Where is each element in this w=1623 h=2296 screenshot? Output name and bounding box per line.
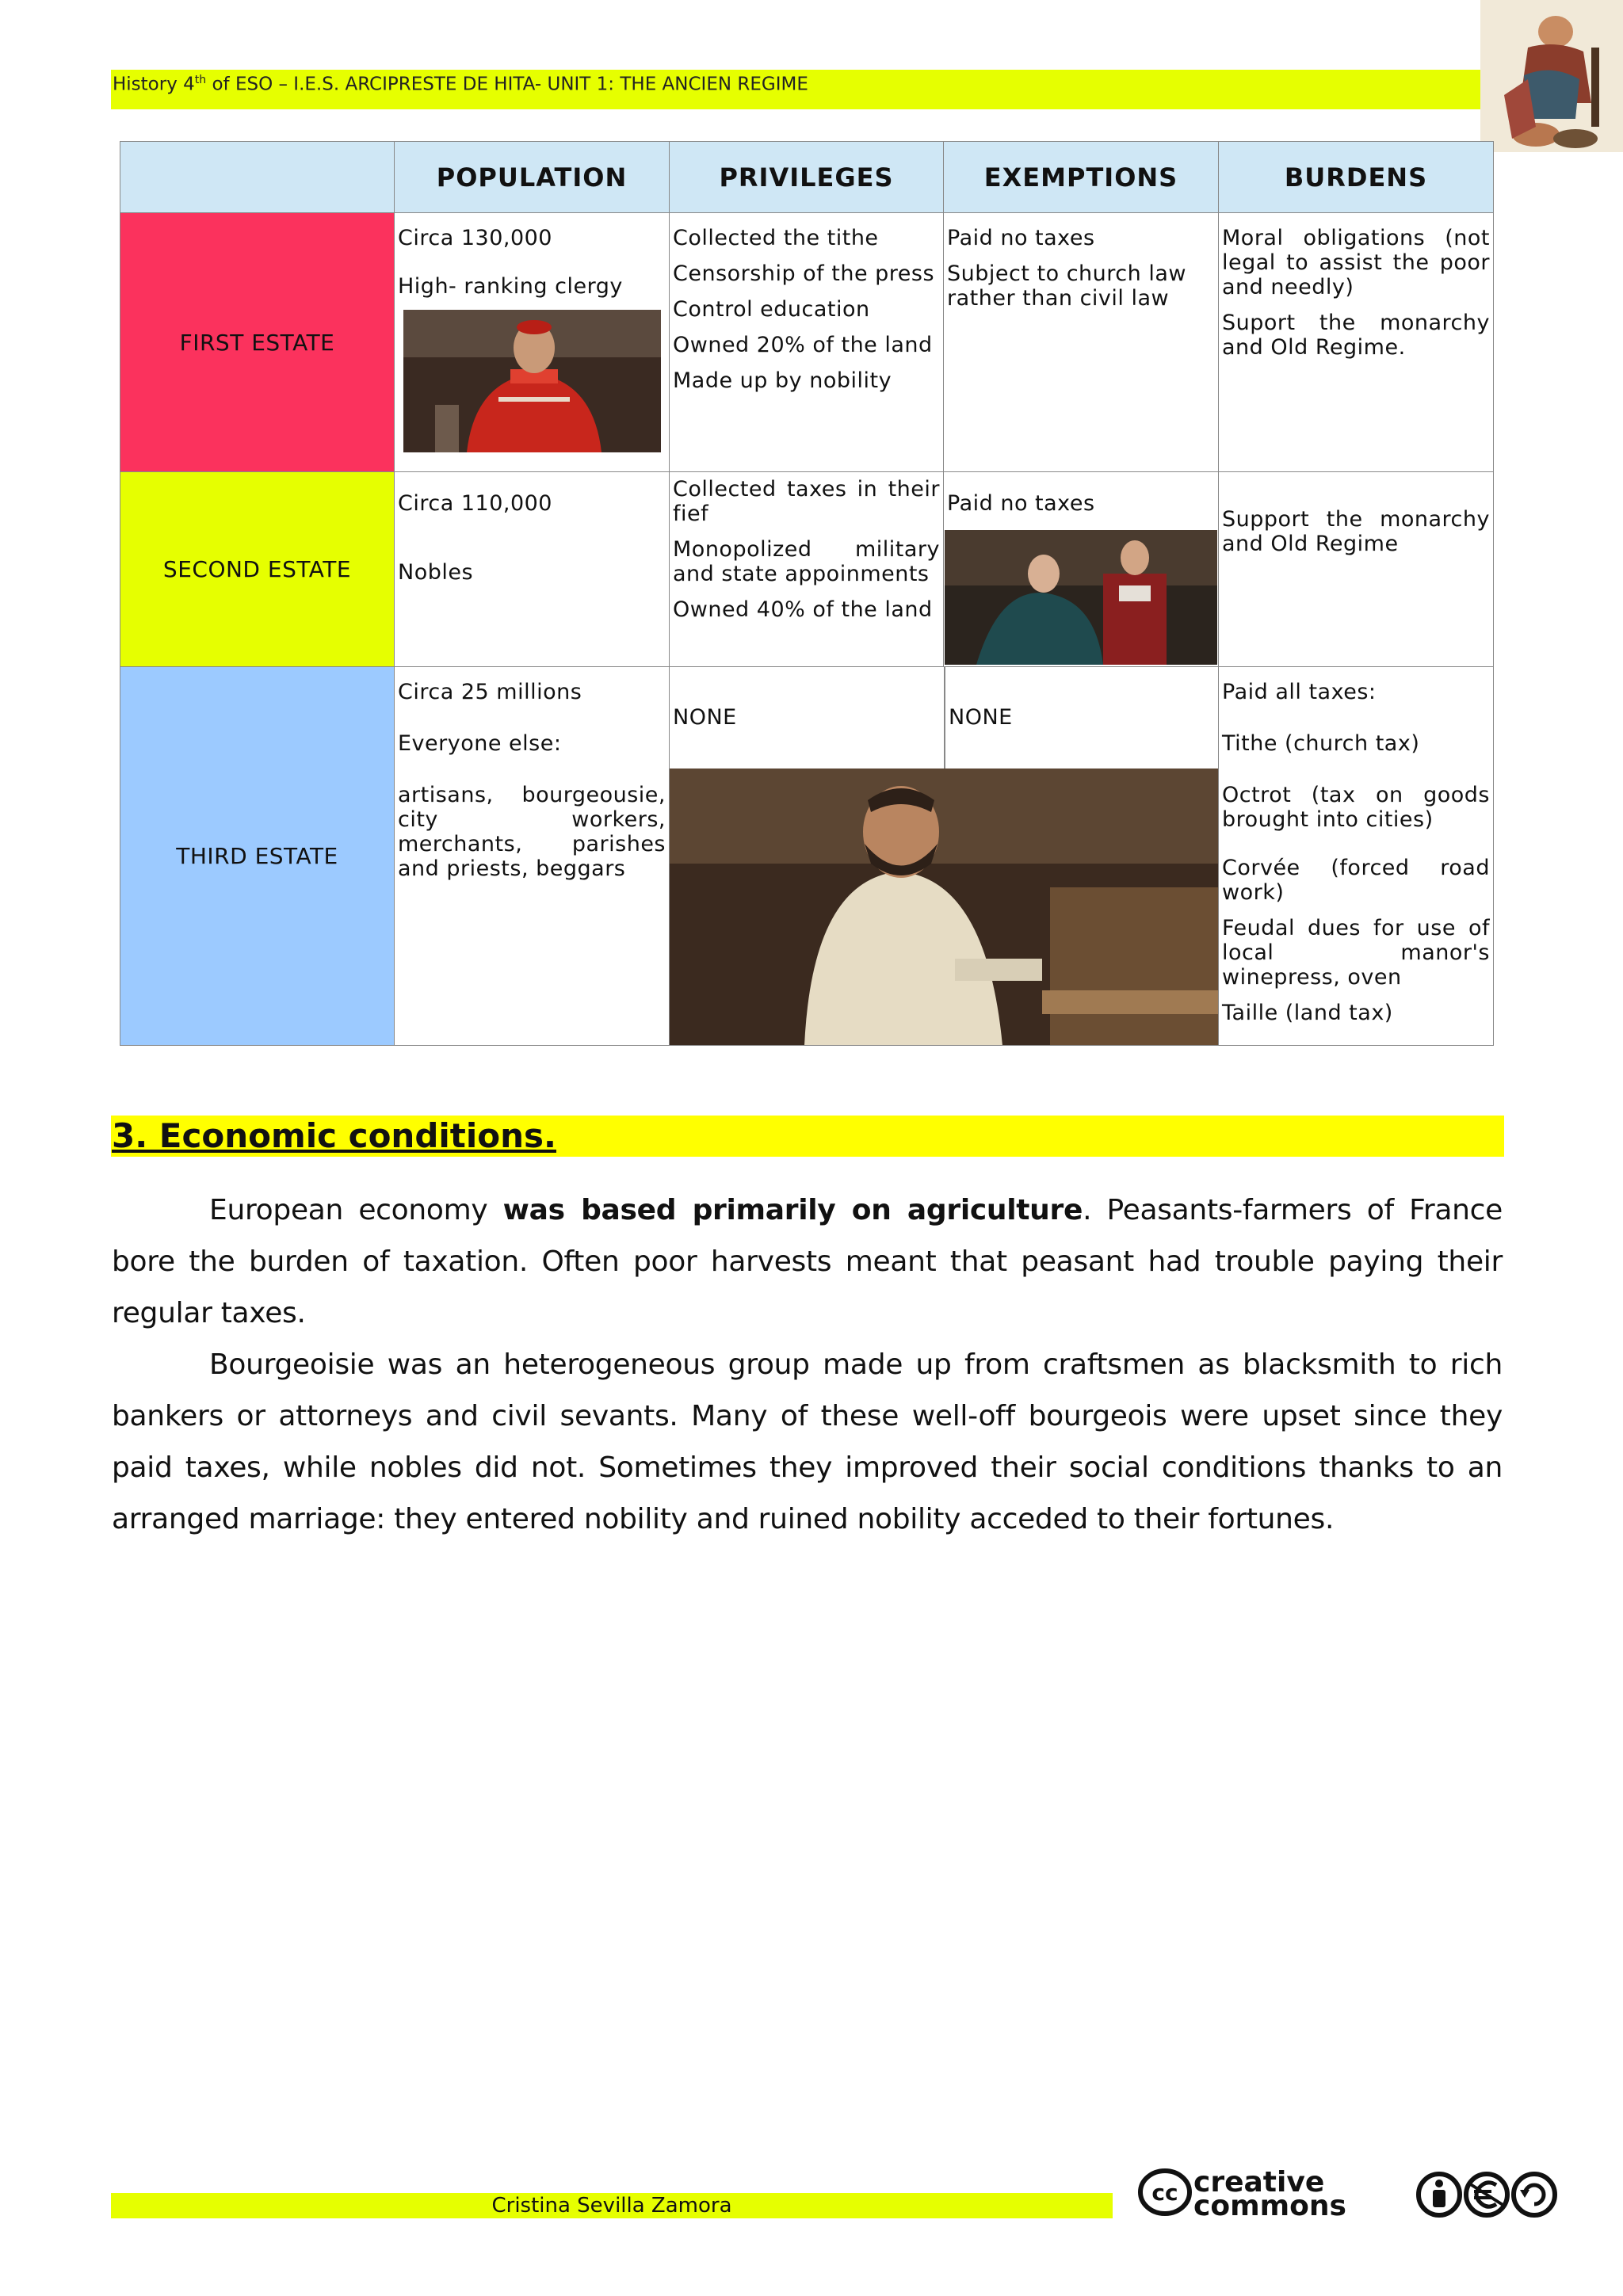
artisan-photo <box>670 769 1219 1046</box>
second-estate-label: SECOND ESTATE <box>120 472 395 667</box>
second-estate-population <box>395 472 670 667</box>
first-estate-exemptions <box>944 213 1219 472</box>
cell-text: Paid all taxes: <box>1222 680 1377 704</box>
second-estate-exemptions <box>944 472 1219 667</box>
third-estate-population <box>395 667 670 1046</box>
cell-text: Control education <box>673 297 870 322</box>
section-body <box>112 1184 1503 1545</box>
paragraph-2: Bourgeoisie was an heterogeneous group made up from craftsmen as blacksmith to rich bankers or attorneys and civil sevants. Many of these well-off bourgeois were upset since they paid taxes, while nobles did not. Sometimes they improved their social conditions thanks to an arranged marriage: they entered nobility and ruined nobility acceded to their fortunes. <box>112 1348 1503 1535</box>
third-estate-burdens <box>1219 667 1494 1046</box>
cell-text: Paid no taxes <box>947 491 1095 516</box>
table-corner-cell <box>120 142 395 213</box>
cell-text: Corvée (forced road work) <box>1222 856 1490 905</box>
table-row <box>120 213 1494 472</box>
creative-commons-logo <box>1138 2166 1582 2218</box>
first-estate-burdens <box>1219 213 1494 472</box>
cell-text: Octrot (tax on goods brought into cities) <box>1222 783 1490 832</box>
table-row <box>120 667 1494 1046</box>
cell-text: Support the monarchy and Old Regime <box>1222 507 1490 556</box>
cc-icon <box>1140 2171 1190 2214</box>
estates-table <box>120 141 1494 1046</box>
cc-wordmark-line2: commons <box>1193 2190 1346 2218</box>
attribution-icon <box>1419 2174 1460 2215</box>
table-row <box>120 472 1494 667</box>
caricature-image <box>1480 0 1623 152</box>
first-estate-label: FIRST ESTATE <box>120 213 395 472</box>
second-estate-burdens <box>1219 472 1494 667</box>
footer-author: Cristina Sevilla Zamora <box>491 2194 732 2218</box>
emphasis-text: was based primarily on agriculture <box>502 1194 1083 1226</box>
cell-text: Subject to church law rather than civil law <box>947 261 1186 311</box>
cell-text: Made up by nobility <box>673 368 892 393</box>
cell-text: Owned 20% of the land <box>673 333 933 357</box>
cell-text: artisans, bourgeousie, city workers, merchants, parishes and priests, beggars <box>398 783 666 881</box>
column-header-burdens: BURDENS <box>1219 142 1494 213</box>
cell-text: Circa 110,000 <box>398 491 552 516</box>
cell-text: Nobles <box>398 560 474 585</box>
cc-mark: cc <box>1151 2180 1178 2206</box>
third-estate-label: THIRD ESTATE <box>120 667 395 1046</box>
column-header-exemptions: EXEMPTIONS <box>944 142 1219 213</box>
cell-text: High- ranking clergy <box>398 274 623 299</box>
cell-text: Censorship of the press <box>673 261 935 286</box>
cell-text: Collected the tithe <box>673 226 879 250</box>
cardinal-photo <box>403 310 661 452</box>
cell-text: Everyone else: <box>398 731 562 756</box>
nobles-photo <box>945 530 1217 665</box>
column-header-population: POPULATION <box>395 142 670 213</box>
second-estate-privileges <box>670 472 944 667</box>
column-divider <box>944 667 945 769</box>
third-estate-privileges-exemptions <box>670 667 1219 1046</box>
page-header: History 4th of ESO – I.E.S. ARCIPRESTE DE HITA- UNIT 1: THE ANCIEN REGIME <box>113 74 808 95</box>
cc-wordmark-line1: creative <box>1193 2166 1325 2199</box>
third-estate-exemptions: NONE <box>949 705 1013 730</box>
third-estate-privileges: NONE <box>673 705 737 730</box>
cell-text: Tithe (church tax) <box>1222 731 1420 756</box>
cell-text: Suport the monarchy and Old Regime. <box>1222 311 1490 360</box>
cell-text: Moral obligations (not legal to assist the poor and needly) <box>1222 226 1490 299</box>
sharealike-icon <box>1514 2174 1555 2215</box>
first-estate-privileges <box>670 213 944 472</box>
paragraph-1: European economy was based primarily on agriculture. Peasants-farmers of France bore the burden of taxation. Often poor harvests meant that peasant had trouble paying their regular taxes. <box>112 1194 1503 1329</box>
noncommercial-euro-icon <box>1466 2174 1507 2215</box>
cell-text: Circa 25 millions <box>398 680 582 704</box>
section-title: 3. Economic conditions. <box>112 1116 556 1155</box>
cell-text: Taille (land tax) <box>1222 1001 1393 1025</box>
first-estate-population <box>395 213 670 472</box>
cell-text: Collected taxes in their fief <box>673 477 940 526</box>
cell-text: Feudal dues for use of local manor's winepress, oven <box>1222 916 1490 990</box>
cell-text: Monopolized military and state appoinments <box>673 537 940 586</box>
table-header-row <box>120 142 1494 213</box>
cell-text: Paid no taxes <box>947 226 1095 250</box>
column-header-privileges: PRIVILEGES <box>670 142 944 213</box>
cell-text: Circa 130,000 <box>398 226 552 250</box>
cell-text: Owned 40% of the land <box>673 597 933 622</box>
